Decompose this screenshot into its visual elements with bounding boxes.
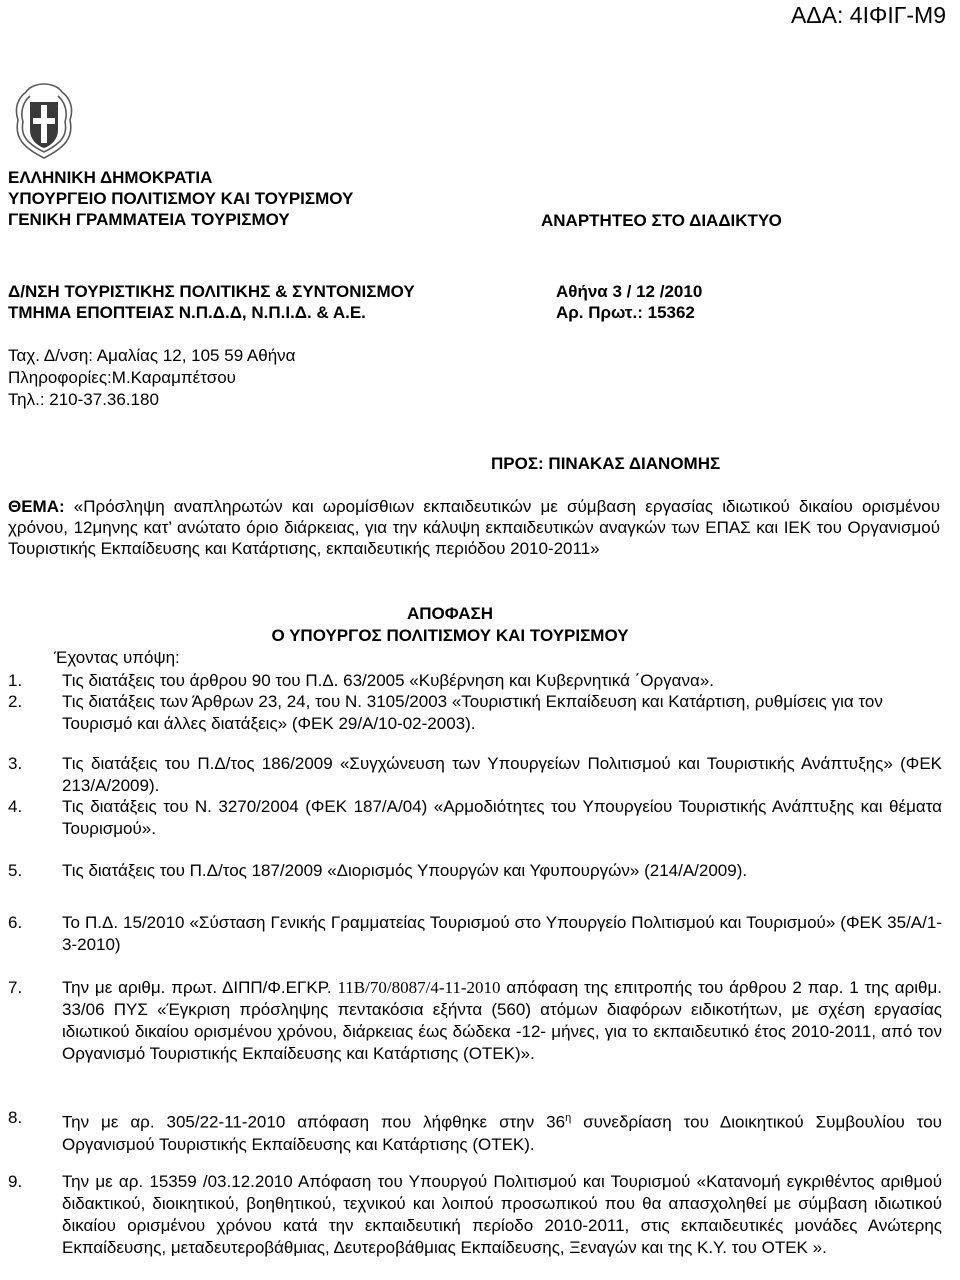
item-number: 8. [8,1108,23,1127]
header-republic: ΕΛΛΗΝΙΚΗ ΔΗΜΟΚΡΑΤΙΑ [8,168,213,187]
item-number: 1. [8,671,23,690]
item-number: 2. [8,692,23,711]
decision-title: ΑΠΟΦΑΣΗ [406,604,494,623]
protocol-reference: 11Β/70/8087/4-11-2010 [337,978,501,997]
recipient: ΠΡΟΣ: ΠΙΝΑΚΑΣ ΔΙΑΝΟΜΗΣ [491,454,721,473]
item-text: Τις διατάξεις των Άρθρων 23, 24, του Ν. 3105/2003 «Τουριστική Εκπαίδευση και Κατάρτιση, ρυθμίσεις για τον Τουρισμό και άλλες διατάξεις» (ΦΕΚ 29/Α/10-02-2003). [62,692,883,733]
header-ministry: ΥΠΟΥΡΓΕΙΟ ΠΟΛΙΤΙΣΜΟΥ ΚΑΙ ΤΟΥΡΙΣΜΟΥ [8,189,354,208]
item-number: 5. [8,861,23,880]
item-text: Την με αριθμ. πρωτ. ΔΙΠΠ/Φ.ΕΓΚΡ. 11Β/70/8087/4-11-2010 απόφαση της επιτροπής του άρθρου 2 παρ. 1 της αριθμ. 33/06 ΠΥΣ «Έγκριση πρόσληψης πεντακόσια εξήντα (560) ατόμων διαφόρων ειδικοτήτων, με σχέση εργασίας ιδιωτικού δικαίου ορισμένου χρόνου, διάρκειας έως δώδεκα -12- μήνες, για το εκπαιδευτικό έτος 2010-2011, από τον Οργανισμό Τουριστικής Εκπαίδευσης και Κατάρτισης (ΟΤΕΚ)». [62,978,942,1063]
contact-phone: Τηλ.: 210-37.36.180 [8,390,159,409]
contact-person: Πληροφορίες:Μ.Καραμπέτσου [8,368,236,387]
decision-authority: Ο ΥΠΟΥΡΓΟΣ ΠΟΛΙΤΙΣΜΟΥ ΚΑΙ ΤΟΥΡΙΣΜΟΥ [271,626,629,645]
greek-coat-of-arms-icon [8,78,80,162]
document-date: Αθήνα 3 / 12 /2010 [556,282,703,301]
item-text: Την με αρ. 305/22-11-2010 απόφαση που λήφθηκε στην $36^\eta$ συνεδρίαση του Διοικητικού Συμβουλίου του Οργανισμού Τουριστικής Εκπαίδευσης και Κατάρτισης (ΟΤΕΚ). [62,1112,942,1154]
item-text: Το Π.Δ. 15/2010 «Σύσταση Γενικής Γραμματείας Τουρισμού στο Υπουργείο Πολιτισμού και Τουρισμού» (ΦΕΚ 35/Α/1-3-2010) [62,913,942,954]
ada-code: ΑΔΑ: 4ΙΦΙΓ-Μ9 [790,2,946,28]
subject-text: «Πρόσληψη αναπληρωτών και ωρομίσθιων εκπαιδευτικών με σύμβαση εργασίας ιδιωτικού δικαίου ορισμένου χρόνου, 12μηνης κατ’ ανώτατο όριο διάρκειας, για την κάλυψη εκπαιδευτικών αναγκών των ΕΠΑΣ και ΙΕΚ του Οργανισμού Τουριστικής Εκπαίδευσης και Κατάρτισης, εκπαιδευτικής περιόδου 2010-2011» [8,497,940,558]
item-text: Τις διατάξεις του άρθρου 90 του Π.Δ. 63/2005 «Κυβέρνηση και Κυβερνητικά ΄Οργανα». [62,671,715,690]
item-text: Τις διατάξεις του Ν. 3270/2004 (ΦΕΚ 187/Α/04) «Αρμοδιότητες του Υπουργείου Τουριστικής Ανάπτυξης και θέματα Τουρισμού». [62,797,942,838]
item-number: 3. [8,754,23,773]
item-number: 7. [8,978,23,997]
item-text: Την με αρ. 15359 /03.12.2010 Απόφαση του Υπουργού Πολιτισμού και Τουρισμού «Κατανομή εγκριθέντος αριθμού διδακτικού, διοικητικού, βοηθητικού, τεχνικού και λοιπού προσωπικού που θα απασχοληθεί με σύμβαση ιδιωτικού δικαίου ορισμένου χρόνου κατά την εκπαιδευτική περίοδο 2010-2011, στις εκπαιδευτικές μονάδες Ανώτερης Εκπαίδευσης, μεταδευτεροβάθμιας, Δευτεροβάθμιας Εκπαίδευσης, Ξεναγών και της Κ.Υ. του ΟΤΕΚ ». [62,1172,942,1257]
item-number: 9. [8,1172,23,1191]
publish-note: ΑΝΑΡΤΗΤΕΟ ΣΤΟ ΔΙΑΔΙΚΤΥΟ [541,211,782,230]
item-number: 4. [8,797,23,816]
header-directorate: Δ/ΝΣΗ ΤΟΥΡΙΣΤΙΚΗΣ ΠΟΛΙΤΙΚΗΣ & ΣΥΝΤΟΝΙΣΜΟΥ [8,282,415,301]
header-department: ΤΜΗΜΑ ΕΠΟΠΤΕΙΑΣ Ν.Π.Δ.Δ, Ν.Π.Ι.Δ. & Α.Ε. [8,303,366,322]
header-secretariat: ΓΕΝΙΚΗ ΓΡΑΜΜΑΤΕΙΑ ΤΟΥΡΙΣΜΟΥ [8,210,290,229]
subject-paragraph [8,496,940,559]
item-text: Τις διατάξεις του Π.Δ/τος 187/2009 «Διορισμός Υπουργών και Υφυπουργών» (214/Α/2009). [62,861,748,880]
ordinal-superscript: η [565,1112,572,1124]
contact-address: Ταχ. Δ/νση: Αμαλίας 12, 105 59 Αθήνα [8,346,296,365]
protocol-number: Αρ. Πρωτ.: 15362 [556,303,695,322]
item-text: Τις διατάξεις του Π.Δ/τος 186/2009 «Συγχώνευση των Υπουργείων Πολιτισμού και Τουριστικής Ανάπτυξης» (ΦΕΚ 213/Α/2009). [62,754,942,795]
item-number: 6. [8,913,23,932]
decision-intro: Έχοντας υπόψη: [54,648,180,667]
subject-label: ΘΕΜΑ: [8,497,65,516]
